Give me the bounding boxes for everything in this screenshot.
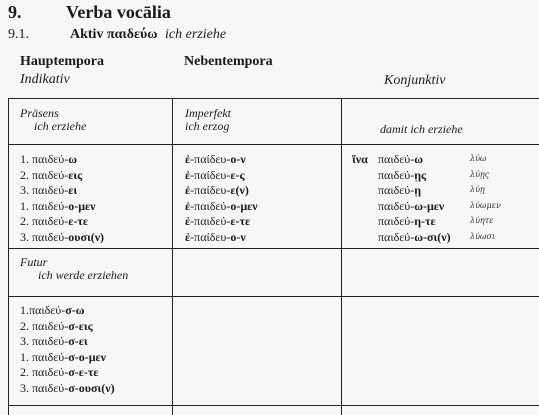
form-row — [378, 199, 451, 215]
form-part: 2. παιδεύ- — [20, 318, 69, 333]
table-border-left — [8, 98, 9, 415]
form-part: σ-ο-μεν — [68, 349, 107, 364]
form-row — [20, 214, 104, 230]
konjunktiv-label: damit ich erziehe — [380, 122, 463, 136]
table-divider-col2 — [341, 98, 342, 415]
subsection-german: ich erziehe — [165, 27, 227, 42]
table-rule-3 — [8, 296, 539, 297]
form-part: ουσι(ν) — [68, 229, 105, 244]
header-nebentempora: Nebentempora — [184, 54, 273, 69]
form-part: ῃ — [414, 183, 422, 197]
form-part: -παίδευ- — [190, 167, 231, 182]
handwritten-note: λύωμεν — [470, 200, 501, 210]
form-part: 2. παιδεύ- — [20, 365, 69, 379]
form-part: ω-μεν — [414, 198, 445, 213]
form-part: σ-ουσι(ν) — [68, 380, 115, 395]
table-rule-4 — [8, 405, 539, 406]
form-row — [20, 183, 104, 199]
form-part: εις — [68, 167, 83, 182]
praesens-label — [20, 107, 86, 133]
form-row — [20, 230, 104, 246]
form-row — [20, 152, 104, 168]
form-part: ε-ς — [230, 167, 245, 182]
konjunktiv-forms — [378, 152, 451, 245]
form-part: παιδεύ- — [378, 229, 415, 244]
form-row — [20, 319, 115, 335]
form-part: ω-σι(ν) — [414, 229, 451, 244]
form-part: -παίδευ- — [190, 229, 231, 244]
form-row — [378, 183, 451, 199]
subsection-number: 9.1. — [8, 27, 29, 42]
form-row — [185, 168, 258, 184]
form-part: -παίδευ- — [190, 152, 231, 166]
form-part: παιδεύ- — [378, 152, 415, 166]
form-part: σ-ει — [68, 334, 88, 348]
handwritten-note: λύῃς — [470, 169, 490, 179]
form-row — [185, 230, 258, 246]
form-row — [20, 168, 104, 184]
form-part: 1. παιδεύ- — [20, 152, 69, 166]
form-part: η-τε — [414, 214, 436, 228]
form-part: ἐ — [185, 167, 191, 182]
form-part: ἐ — [185, 183, 191, 197]
form-part: 2. παιδεύ- — [20, 214, 69, 228]
form-part: -παίδευ- — [190, 183, 231, 197]
form-part: ε-τε — [230, 214, 251, 228]
form-part: 3. παιδεύ- — [20, 229, 69, 244]
form-part: ἐ — [185, 198, 191, 213]
handwritten-note: λύωσι — [470, 231, 496, 241]
form-row — [185, 199, 258, 215]
table-rule-1 — [8, 144, 539, 145]
form-part: ε(ν) — [230, 183, 249, 197]
form-row — [20, 199, 104, 215]
form-part: -παιδεύ- — [190, 214, 231, 228]
subsection-title — [70, 27, 226, 43]
form-part: ει — [68, 183, 78, 197]
form-part: 3. παιδεύ- — [20, 334, 69, 348]
form-part: σ-ω — [65, 303, 85, 317]
header-indikativ: Indikativ — [20, 72, 70, 87]
handwritten-note: λύητε — [470, 216, 494, 225]
imperfekt-label — [185, 107, 231, 133]
form-part: ο-ν — [230, 152, 246, 166]
form-part: ο-μεν — [230, 198, 258, 213]
form-row — [185, 214, 258, 230]
header-konjunktiv: Konjunktiv — [384, 73, 446, 88]
form-row — [378, 214, 451, 230]
handwritten-notes — [470, 151, 501, 244]
futur-label-2: ich werde erziehen — [38, 268, 129, 282]
section-number: 9. — [8, 2, 22, 22]
form-part: 3. παιδεύ- — [20, 380, 69, 395]
form-part: -παιδεύ- — [190, 198, 231, 213]
form-part: ἐ — [185, 214, 191, 228]
form-part: ῃς — [414, 167, 427, 182]
form-part: ο-ν — [230, 229, 246, 244]
handwritten-note: λύω — [470, 154, 487, 163]
form-part: παιδεύ- — [378, 198, 415, 213]
section-title: Verba vocālia — [66, 2, 171, 22]
praesens-forms — [20, 152, 104, 245]
futur-label — [20, 256, 128, 282]
form-row — [185, 183, 258, 199]
form-part: ἐ — [185, 229, 191, 244]
imperfekt-forms — [185, 152, 258, 245]
form-part: 3. παιδεύ- — [20, 183, 69, 197]
header-haupttempora: Hauptempora — [20, 54, 104, 69]
form-part: ἐ — [185, 152, 191, 166]
form-row — [378, 152, 451, 168]
form-part: 1.παιδεύ- — [20, 303, 66, 317]
form-part: σ-εις — [68, 318, 93, 333]
subsection-label: Aktiv — [70, 27, 104, 42]
table-rule-2 — [8, 248, 539, 249]
form-row — [185, 152, 258, 168]
form-part: ο-μεν — [68, 198, 96, 213]
futur-forms — [20, 303, 115, 396]
praesens-label-1: Präsens — [20, 106, 59, 120]
praesens-label-2: ich erziehe — [34, 119, 87, 133]
form-part: ω — [414, 152, 423, 166]
futur-label-1: Futur — [20, 255, 48, 269]
konjunktiv-hina: ἵνα — [352, 152, 368, 166]
form-part: ω — [68, 152, 77, 166]
form-row — [20, 381, 115, 397]
form-part: ε-τε — [68, 214, 88, 228]
form-row — [378, 168, 451, 184]
form-row — [378, 230, 451, 246]
imperfekt-label-2: ich erzog — [185, 119, 230, 133]
imperfekt-label-1: Imperfekt — [185, 106, 231, 120]
form-part: παιδεύ- — [378, 214, 415, 228]
table-divider-col1 — [172, 98, 173, 415]
form-row — [20, 303, 115, 319]
handwritten-note: λύῃ — [470, 185, 485, 194]
form-row — [20, 350, 115, 366]
form-part: 1. παιδεύ- — [20, 198, 69, 213]
form-part: σ-ε-τε — [68, 365, 99, 379]
table-border-top — [8, 98, 539, 99]
form-part: παιδεύ- — [378, 167, 415, 182]
subsection-greek: παιδεύω — [106, 27, 158, 42]
form-row — [20, 334, 115, 350]
form-part: παιδεύ- — [378, 183, 415, 197]
form-part: 2. παιδεύ- — [20, 167, 69, 182]
form-row — [20, 365, 115, 381]
form-part: 1. παιδεύ- — [20, 349, 69, 364]
